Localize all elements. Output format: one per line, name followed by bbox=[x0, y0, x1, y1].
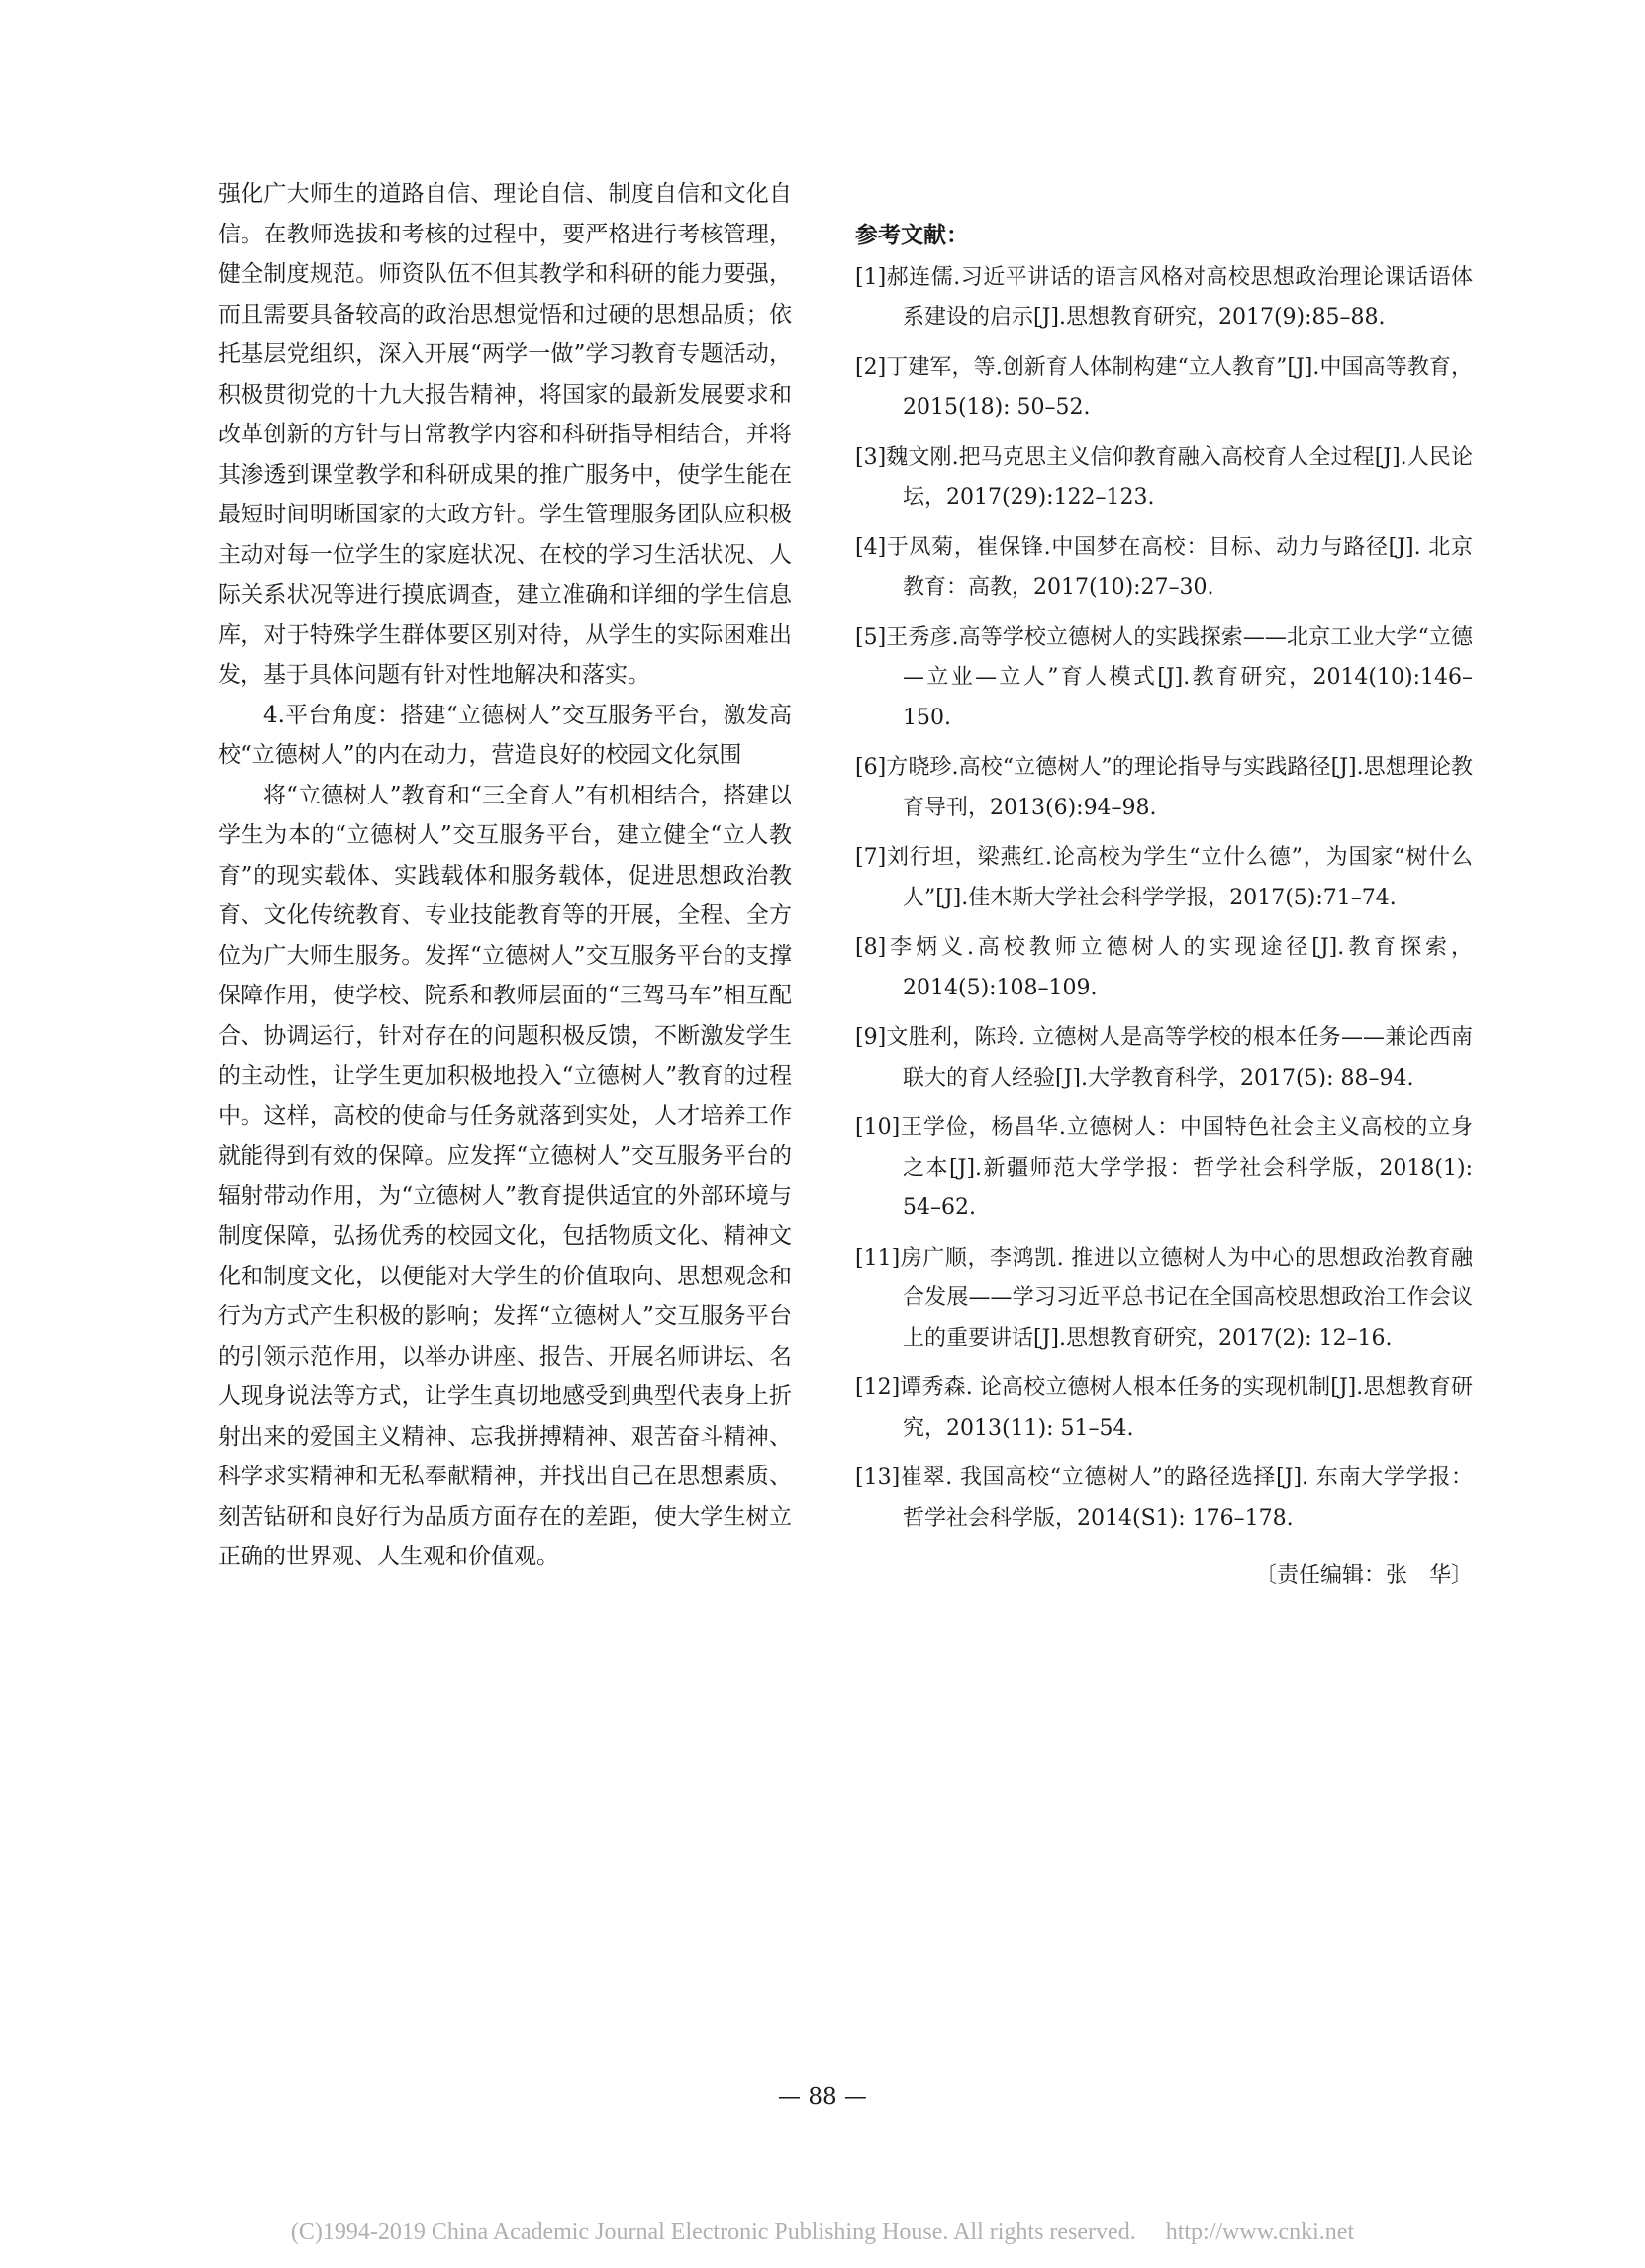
body-paragraph: 强化广大师生的道路自信、理论自信、制度自信和文化自信。在教师选拔和考核的过程中，要严格进行考核管理，健全制度规范。师资队伍不但其教学和科研的能力要强，而且需要具备较高的政治思想觉悟和过硬的思想品质；依托基层党组织，深入开展“两学一做”学习教育专题活动，积极贯彻党的十九大报告精神，将国家的最新发展要求和改革创新的方针与日常教学内容和科研指导相结合，并将其渗透到课堂教学和科研成果的推广服务中，使学生能在最短时间明晰国家的大政方针。学生管理服务团队应积极主动对每一位学生的家庭状况、在校的学习生活状况、人际关系状况等进行摸底调查，建立准确和详细的学生信息库，对于特殊学生群体要区别对待，从学生的实际困难出发，基于具体问题有针对性地解决和落实。 bbox=[218, 181, 792, 688]
references-column bbox=[855, 216, 1473, 1597]
reference-item: [2]丁建军，等.创新育人体制构建“立人教育”[J].中国高等教育，2015(18): 50–52. bbox=[855, 354, 1473, 420]
reference-item: [13]崔翠. 我国高校“立德树人”的路径选择[J]. 东南大学学报：哲学社会科学版，2014(S1): 176–178. bbox=[855, 1465, 1473, 1531]
reference-item: [7]刘行坦，梁燕红.论高校为学生“立什么德”，为国家“树什么人”[J].佳木斯大学社会科学学报，2017(5):71–74. bbox=[855, 845, 1473, 910]
reference-item: [3]魏文刚.把马克思主义信仰教育融入高校育人全过程[J].人民论坛，2017(29):122–123. bbox=[855, 444, 1473, 510]
reference-item: [4]于凤菊，崔保锋.中国梦在高校：目标、动力与路径[J]. 北京教育：高教，2017(10):27–30. bbox=[855, 534, 1473, 600]
reference-item: [11]房广顺，李鸿凯. 推进以立德树人为中心的思想政治教育融合发展——学习习近平总书记在全国高校思想政治工作会议上的重要讲话[J].思想教育研究，2017(2): 12–16. bbox=[855, 1245, 1473, 1351]
reference-item: [8]李炳义.高校教师立德树人的实现途径[J].教育探索，2014(5):108–109. bbox=[855, 935, 1473, 1000]
body-text-column bbox=[218, 174, 792, 1577]
section-heading: 4.平台角度：搭建“立德树人”交互服务平台，激发高校“立德树人”的内在动力，营造良好的校园文化氛围 bbox=[218, 702, 792, 768]
reference-item: [5]王秀彦.高等学校立德树人的实践探索——北京工业大学“立德—立业—立人”育人模式[J].教育研究，2014(10):146–150. bbox=[855, 624, 1473, 730]
copyright-watermark: (C)1994-2019 China Academic Journal Electronic Publishing House. All rights reserved. http://www.cnki.net bbox=[290, 2220, 1355, 2245]
page-number: — 88 — bbox=[778, 2084, 867, 2110]
reference-item: [1]郝连儒.习近平讲话的语言风格对高校思想政治理论课话语体系建设的启示[J].思想教育研究，2017(9):85–88. bbox=[855, 264, 1473, 330]
body-paragraph: 将“立德树人”教育和“三全育人”有机相结合，搭建以学生为本的“立德树人”交互服务平台，建立健全“立人教育”的现实载体、实践载体和服务载体，促进思想政治教育、文化传统教育、专业技能教育等的开展，全程、全方位为广大师生服务。发挥“立德树人”交互服务平台的支撑保障作用，使学校、院系和教师层面的“三驾马车”相互配合、协调运行，针对存在的问题积极反馈，不断激发学生的主动性，让学生更加积极地投入“立德树人”教育的过程中。这样，高校的使命与任务就落到实处，人才培养工作就能得到有效的保障。应发挥“立德树人”交互服务平台的辐射带动作用，为“立德树人”教育提供适宜的外部环境与制度保障，弘扬优秀的校园文化，包括物质文化、精神文化和制度文化，以便能对大学生的价值取向、思想观念和行为方式产生积极的影响；发挥“立德树人”交互服务平台的引领示范作用，以举办讲座、报告、开展名师讲坛、名人现身说法等方式，让学生真切地感受到典型代表身上折射出来的爱国主义精神、忘我拼搏精神、艰苦奋斗精神、科学求实精神和无私奉献精神，并找出自己在思想素质、刻苦钻研和良好行为品质方面存在的差距，使大学生树立正确的世界观、人生观和价值观。 bbox=[218, 782, 792, 1569]
references-title: 参考文献： bbox=[855, 222, 969, 248]
responsible-editor: 〔责任编辑：张 华〕 bbox=[1254, 1563, 1473, 1588]
reference-item: [9]文胜利，陈玲. 立德树人是高等学校的根本任务——兼论西南联大的育人经验[J].大学教育科学，2017(5): 88–94. bbox=[855, 1025, 1473, 1090]
reference-item: [6]方晓珍.高校“立德树人”的理论指导与实践路径[J].思想理论教育导刊，2013(6):94–98. bbox=[855, 755, 1473, 820]
reference-item: [10]王学俭，杨昌华.立德树人：中国特色社会主义高校的立身之本[J].新疆师范大学学报：哲学社会科学版，2018(1): 54–62. bbox=[855, 1115, 1473, 1220]
reference-item: [12]谭秀森. 论高校立德树人根本任务的实现机制[J].思想教育研究，2013(11): 51–54. bbox=[855, 1375, 1473, 1441]
